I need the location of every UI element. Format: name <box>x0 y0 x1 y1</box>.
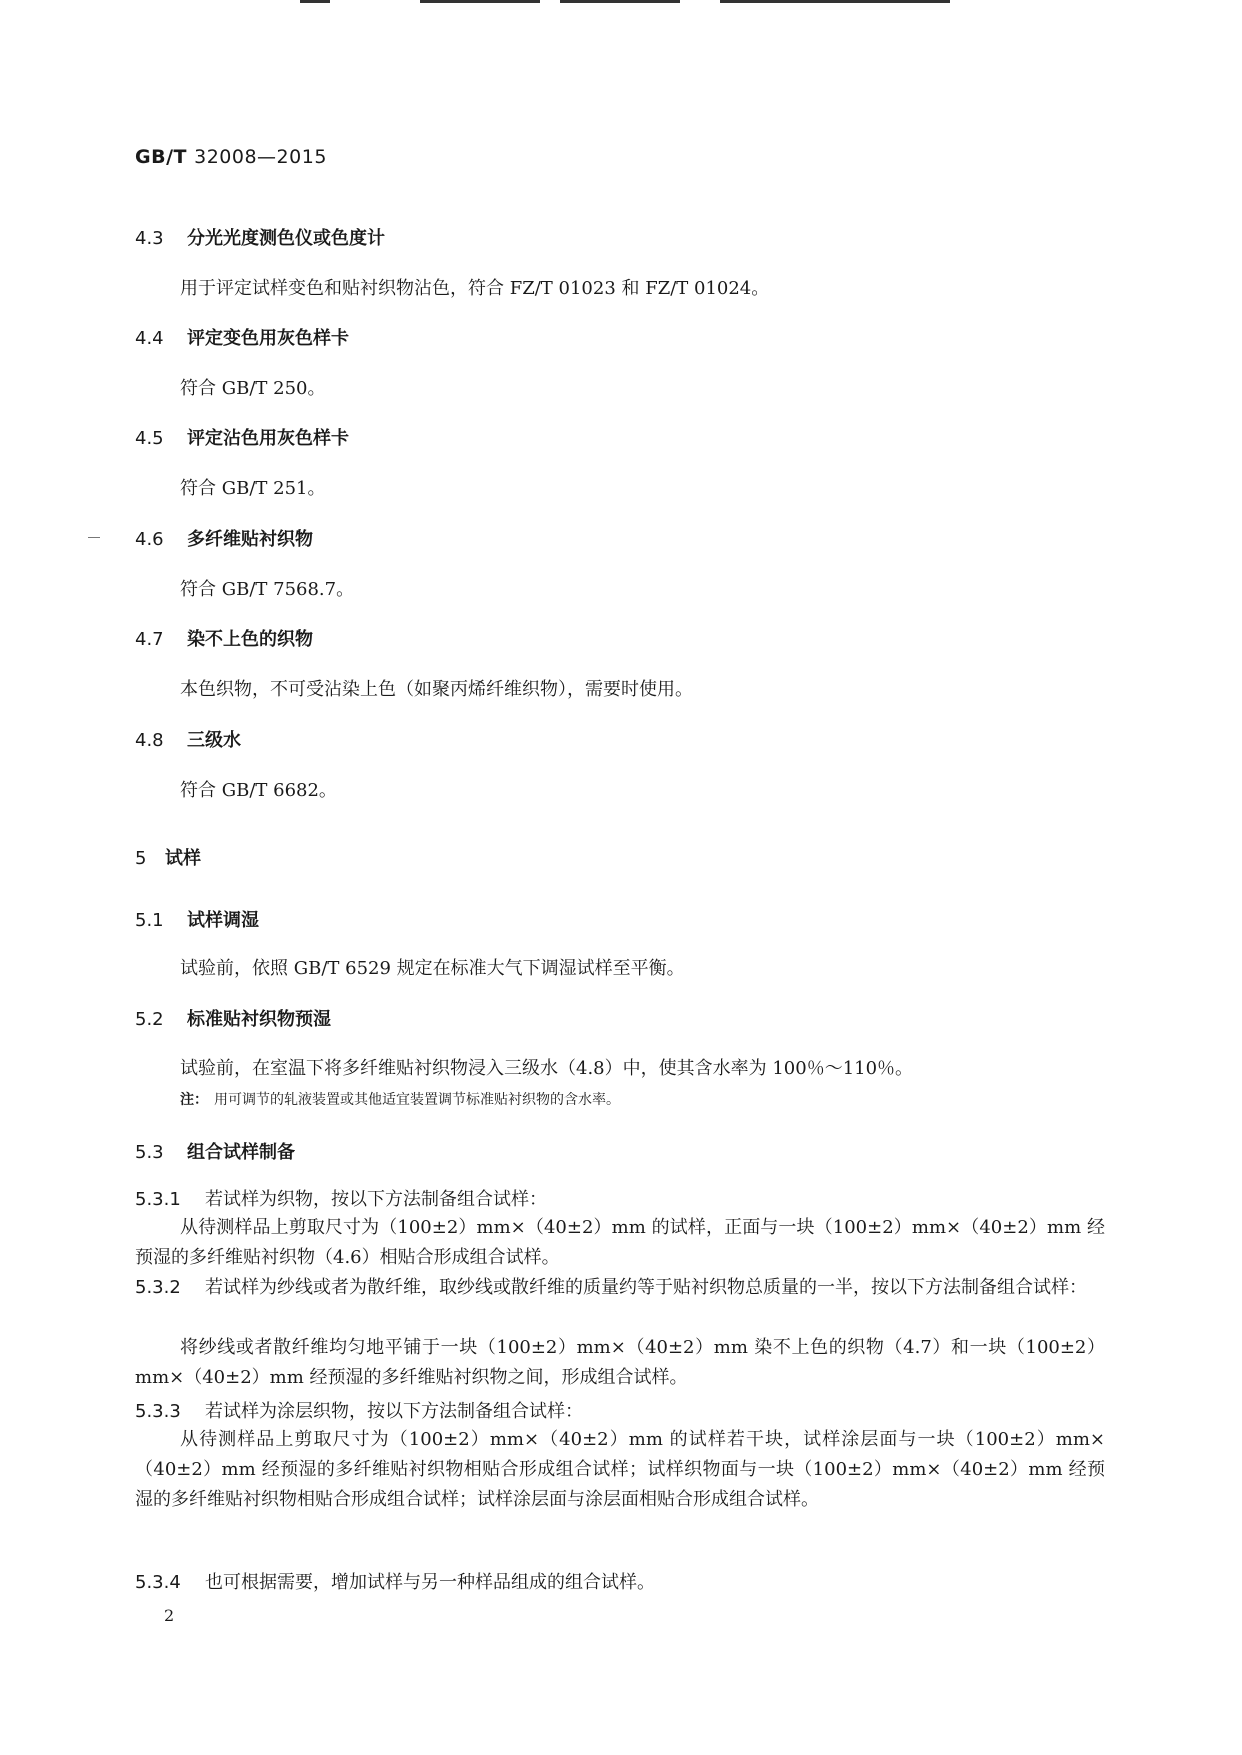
section-body: 符合 GB/T 7568.7。 <box>180 579 355 600</box>
section-body: 符合 GB/T 250。 <box>180 378 326 399</box>
section-heading: 4.5 评定沾色用灰色样卡 <box>135 428 349 449</box>
subsection-body: 从待测样品上剪取尺寸为（100±2）mm×（40±2）mm 的试样若干块，试样涂层面与一块（100±2）mm×（40±2）mm 经预湿的多纤维贴衬织物相贴合形成组合试样；试样织物面与一块（100±2）mm×（40±2）mm 经预湿的多纤维贴衬织物相贴合形成组合试样；试样涂层面与涂层面相贴合形成组合试样。 <box>135 1429 1105 1510</box>
scan-artifact <box>560 0 680 3</box>
section-body: 符合 GB/T 6682。 <box>180 780 337 801</box>
note-text: 用可调节的轧液装置或其他适宜装置调节标准贴衬织物的含水率。 <box>214 1092 620 1108</box>
section-heading: 5.2 标准贴衬织物预湿 <box>135 1009 331 1030</box>
subsection-body: 从待测样品上剪取尺寸为（100±2）mm×（40±2）mm 的试样，正面与一块（100±2）mm×（40±2）mm 经预湿的多纤维贴衬织物（4.6）相贴合形成组合试样。 <box>135 1217 1105 1268</box>
section-heading: 5.3 组合试样制备 <box>135 1142 295 1163</box>
page-number: 2 <box>164 1606 175 1625</box>
subsection-5-3-4: 5.3.4 也可根据需要，增加试样与另一种样品组成的组合试样。 <box>135 1572 655 1593</box>
section-heading: 4.8 三级水 <box>135 730 241 751</box>
standard-number: 32008—2015 <box>194 146 327 168</box>
section-heading: 5.1 试样调湿 <box>135 910 259 931</box>
section-body: 用于评定试样变色和贴衬织物沾色，符合 FZ/T 01023 和 FZ/T 01024。 <box>180 278 770 299</box>
standard-code: GB/T <box>135 146 187 168</box>
subsection-5-3-2: 5.3.2 若试样为纱线或者为散纤维，取纱线或散纤维的质量约等于贴衬织物总质量的一半，按以下方法制备组合试样： <box>135 1277 1087 1298</box>
section-body: 符合 GB/T 251。 <box>180 478 326 499</box>
chapter-heading: 5 试样 <box>135 848 201 869</box>
subsection-body: 将纱线或者散纤维均匀地平铺于一块（100±2）mm×（40±2）mm 染不上色的织物（4.7）和一块（100±2）mm×（40±2）mm 经预湿的多纤维贴衬织物之间，形成组合试样。 <box>135 1337 1105 1388</box>
section-heading: 4.3 分光光度测色仪或色度计 <box>135 228 385 249</box>
note-label: 注： <box>180 1092 208 1108</box>
scan-artifact <box>300 0 330 3</box>
subsection-5-3-1: 5.3.1 若试样为织物，按以下方法制备组合试样： <box>135 1189 547 1210</box>
note <box>180 1089 620 1109</box>
scan-artifact <box>720 0 950 3</box>
section-body: 试验前，依照 GB/T 6529 规定在标准大气下调湿试样至平衡。 <box>180 958 685 979</box>
scan-artifact <box>420 0 540 3</box>
scan-mark <box>88 537 100 538</box>
section-body: 试验前，在室温下将多纤维贴衬织物浸入三级水（4.8）中，使其含水率为 100％～110％。 <box>180 1058 914 1079</box>
section-body: 本色织物，不可受沾染上色（如聚丙烯纤维织物），需要时使用。 <box>180 679 693 700</box>
section-heading: 4.6 多纤维贴衬织物 <box>135 529 313 550</box>
section-heading: 4.4 评定变色用灰色样卡 <box>135 328 349 349</box>
standard-header <box>135 146 327 168</box>
subsection-5-3-3: 5.3.3 若试样为涂层织物，按以下方法制备组合试样： <box>135 1401 583 1422</box>
section-heading: 4.7 染不上色的织物 <box>135 629 313 650</box>
